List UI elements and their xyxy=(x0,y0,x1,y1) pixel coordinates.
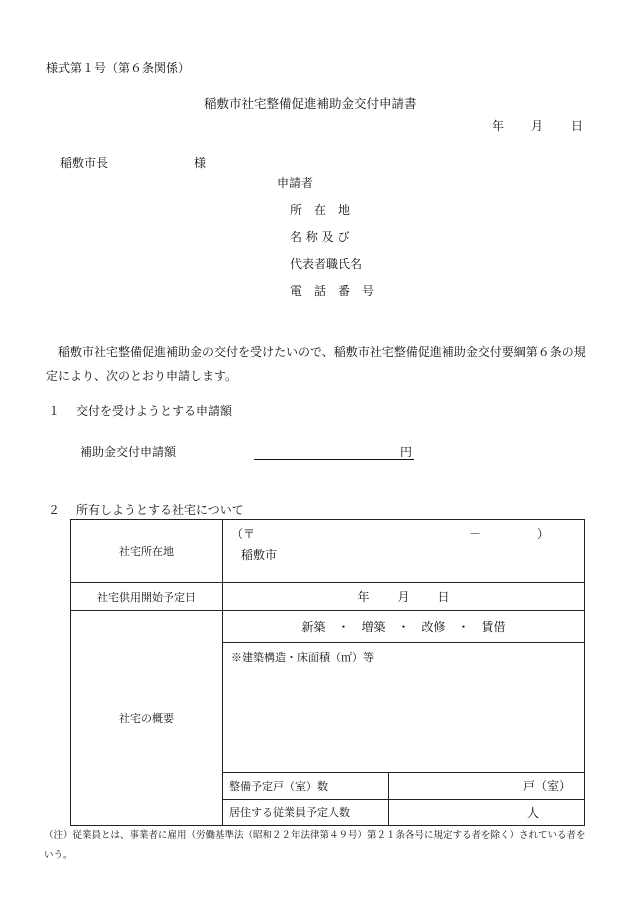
construction-types-cell[interactable] xyxy=(223,611,585,643)
residents-label-cell xyxy=(223,799,388,825)
application-statement: 稲敷市社宅整備促進補助金の交付を受けたいので、稲敷市社宅整備促進補助金交付要綱第６条の規定により、次のとおり申請します。 xyxy=(46,345,586,383)
location-value-cell[interactable] xyxy=(223,520,585,583)
amount-unit: 円 xyxy=(400,445,413,459)
overview-counts-cell xyxy=(223,773,585,826)
addressee-name: 稲敷市長 xyxy=(60,156,109,170)
overview-label: 社宅の概要 xyxy=(119,712,174,725)
applicant-field-name: 名 称 及 び xyxy=(290,230,350,244)
units-unit: 戸（室） xyxy=(522,779,571,794)
residents-value-cell[interactable] xyxy=(388,799,585,825)
addressee-honorific: 様 xyxy=(194,156,207,170)
date-year: 年 xyxy=(492,119,505,133)
applicant-field-address: 所 在 地 xyxy=(290,203,351,217)
section1-number: １ xyxy=(48,404,61,418)
start-date-label: 社宅供用開始予定日 xyxy=(97,590,196,604)
construction-types: 新築 ・ 増築 ・ 改修 ・ 賃借 xyxy=(301,620,506,634)
units-label-cell xyxy=(223,773,388,799)
city-name: 稲敷市 xyxy=(241,548,278,562)
section2-title: 所有しようとする社宅について xyxy=(76,503,244,517)
start-date-label-cell xyxy=(71,583,223,611)
units-value-cell[interactable] xyxy=(388,773,585,799)
structure-remark: ※建築構造・床面積（㎡）等 xyxy=(231,651,374,664)
applicant-field-representative: 代表者職氏名 xyxy=(290,257,363,271)
units-label: 整備予定戸（室）数 xyxy=(229,779,328,793)
form-number: 様式第１号（第６条関係） xyxy=(46,61,191,75)
date-month: 月 xyxy=(531,119,544,133)
overview-label-cell xyxy=(71,611,223,826)
applicant-field-phone: 電 話 番 号 xyxy=(290,284,375,298)
residents-label: 居住する従業員予定人数 xyxy=(229,806,350,820)
footnote: （注）従業員とは、事業者に雇用（労働基準法（昭和２２年法律第４９号）第２１条各号に規定する者を除く）されている者をいう。 xyxy=(44,830,586,861)
start-date-day: 日 xyxy=(437,590,450,604)
location-label-cell xyxy=(71,520,223,583)
postal-close: ） xyxy=(537,527,550,541)
start-date-value-cell[interactable] xyxy=(223,583,585,611)
start-date-month: 月 xyxy=(397,590,410,604)
start-date-year: 年 xyxy=(357,590,370,604)
applicant-heading: 申請者 xyxy=(277,176,314,190)
section2-number: ２ xyxy=(48,503,61,517)
section1-title: 交付を受けようとする申請額 xyxy=(76,404,233,418)
amount-underline xyxy=(254,459,414,460)
document-title: 稲敷市社宅整備促進補助金交付申請書 xyxy=(204,96,417,111)
date-day: 日 xyxy=(571,119,584,133)
structure-remark-cell[interactable] xyxy=(223,643,585,773)
amount-label: 補助金交付申請額 xyxy=(80,445,177,459)
housing-details-table xyxy=(70,519,585,826)
location-label: 社宅所在地 xyxy=(119,545,174,558)
postal-open: （〒 xyxy=(231,527,256,541)
residents-unit: 人 xyxy=(526,805,539,820)
postal-dash: － xyxy=(469,527,482,541)
